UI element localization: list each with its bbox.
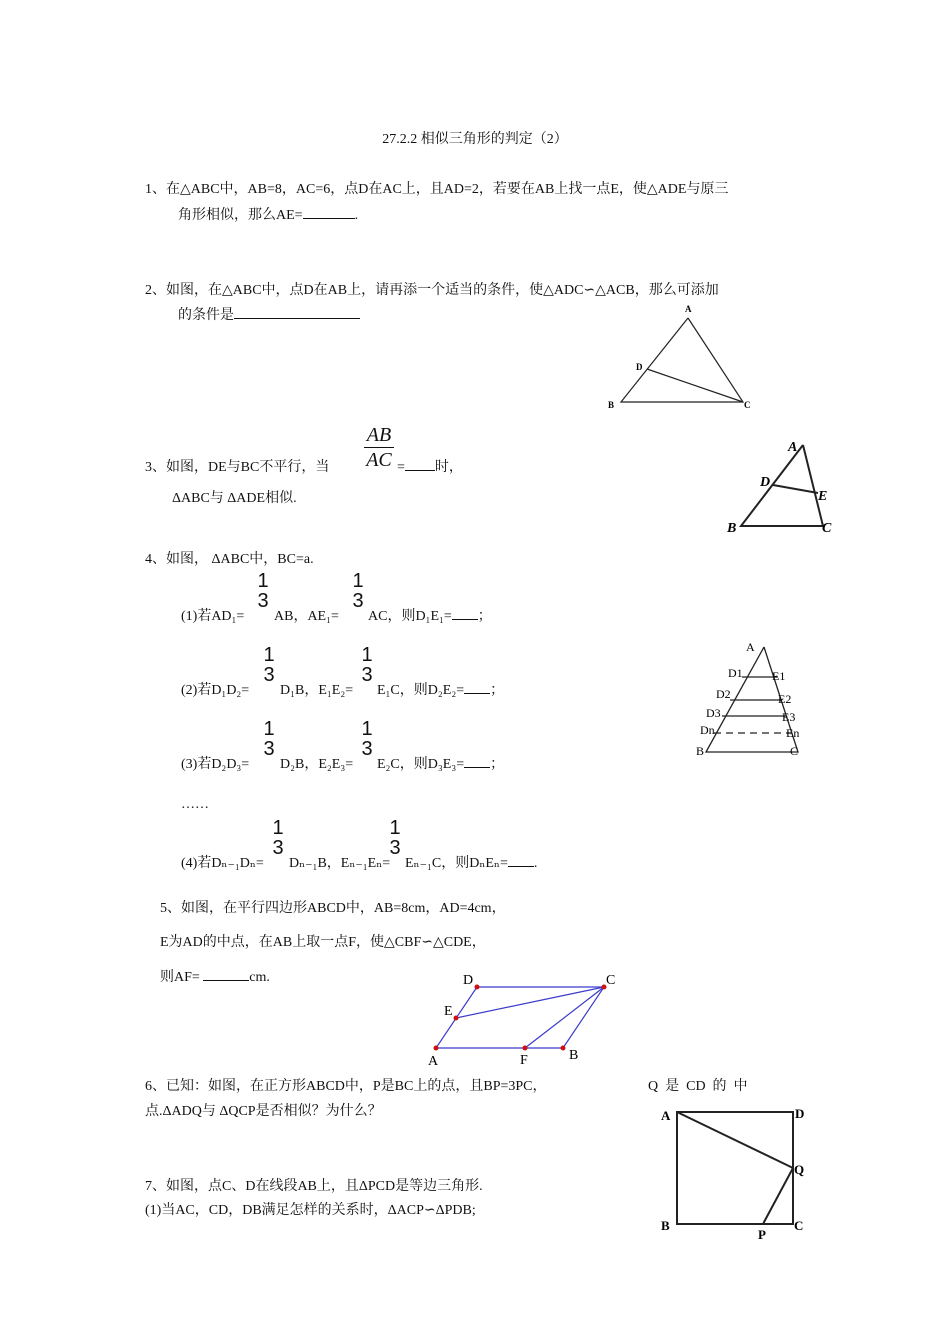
q4-label-d1: D1 <box>728 666 743 680</box>
q6-label-b: B <box>661 1218 670 1233</box>
q4-p4-frac1 <box>269 818 287 858</box>
q4-p2-frac1-den: 3 <box>263 664 275 686</box>
q4-p4-a: (4)若Dₙ₋₁Dₙ= <box>181 856 264 871</box>
q4-p3-frac1 <box>260 719 278 759</box>
q5-parallelogram-figure <box>420 965 630 1070</box>
q4-label-e3: E3 <box>782 710 796 724</box>
q6-line2: 点.ΔADQ与 ΔQCP是否相似？为什么？ <box>145 1104 382 1119</box>
q4-ellipsis: …… <box>181 797 209 812</box>
q3-line1-end: 时， <box>434 460 463 475</box>
q4-p1-blank[interactable] <box>452 619 478 620</box>
q2-label-b: B <box>608 400 615 410</box>
q4-p2-frac2-den: 3 <box>361 664 373 686</box>
q4-p2-frac2-num: 1 <box>361 644 373 666</box>
q4-p4-frac2-den: 3 <box>389 837 401 859</box>
q4-p4-frac2-num: 1 <box>389 817 401 839</box>
q4-p3-blank[interactable] <box>464 767 490 768</box>
q2-triangle-figure <box>600 300 760 415</box>
q6-label-q: Q <box>794 1162 805 1177</box>
q4-p2-c <box>377 679 504 699</box>
q2-line2 <box>178 304 360 324</box>
q4-label-e2: E2 <box>778 692 792 706</box>
q4-p1-frac1-den: 3 <box>257 590 269 612</box>
q4-intro: 4、如图， ΔABC中，BC=a. <box>145 552 314 567</box>
q3-fraction <box>364 425 394 470</box>
q4-p2-frac1 <box>260 645 278 685</box>
q4-p4-c-text: Eₙ₋₁C，则DₙEₙ= <box>405 856 508 871</box>
q4-p2-a: (2)若D₁D₂= <box>181 683 250 698</box>
q4-p3-frac2-den: 3 <box>361 738 373 760</box>
q5-label-b: B <box>569 1048 579 1063</box>
q6-line1: 6、已知：如图，在正方形ABCD中，P是BC上的点，且BP=3PC， <box>145 1079 547 1094</box>
q3-line1-post <box>397 456 463 476</box>
q3-equals: = <box>397 460 405 475</box>
q4-p3-c-text: E₂C，则D₃E₃= <box>377 757 465 772</box>
q4-p3-frac1-den: 3 <box>263 738 275 760</box>
q2-line1: 2、如图，在△ABC中，点D在AB上，请再添一个适当的条件，使△ADC∽△ACB，那么可添加 <box>145 283 719 298</box>
q5-answer-blank[interactable] <box>203 980 249 981</box>
q4-p1-frac1-num: 1 <box>257 570 269 592</box>
q6-square-figure <box>655 1100 815 1245</box>
q6-label-a: A <box>661 1108 671 1123</box>
q5-line3 <box>160 966 270 986</box>
q2-line2-text: 的条件是 <box>178 308 234 323</box>
q4-p1-frac2-num: 1 <box>352 570 364 592</box>
q4-p1-frac1 <box>254 571 272 611</box>
q3-frac-num: AB <box>366 424 392 446</box>
q4-p4-end: . <box>533 856 538 871</box>
q4-p4-frac1-den: 3 <box>272 837 284 859</box>
q4-label-a: A <box>746 640 755 654</box>
q4-p1-end: ； <box>477 609 492 624</box>
q3-label-d: D <box>760 475 771 490</box>
q5-label-e: E <box>444 1004 453 1019</box>
q4-p4-frac1-num: 1 <box>272 817 284 839</box>
q1-line2 <box>178 204 358 224</box>
q4-label-d3: D3 <box>706 706 721 720</box>
q4-label-d2: D2 <box>716 687 731 701</box>
q4-p1-frac2-den: 3 <box>352 590 364 612</box>
q1-line2-text: 角形相似，那么AE= <box>178 208 303 223</box>
q4-p4-b: Dₙ₋₁B，Eₙ₋₁Eₙ= <box>289 856 391 871</box>
q6-label-c: C <box>794 1218 804 1233</box>
q1-line2-end: . <box>354 208 359 223</box>
q5-line2: E为AD的中点，在AB上取一点F，使△CBF∽△CDE， <box>160 935 486 950</box>
q4-p3-c <box>377 753 504 773</box>
q7-line1: 7、如图，点C、D在线段AB上，且ΔPCD是等边三角形. <box>145 1179 483 1194</box>
q5-label-d: D <box>463 973 474 988</box>
q1-answer-blank[interactable] <box>303 218 355 219</box>
q3-line2: ΔABC与 ΔADE相似. <box>172 491 297 506</box>
q4-p2-b: D₁B，E₁E₂= <box>280 683 354 698</box>
q6-label-p: P <box>758 1227 766 1242</box>
q4-p2-frac1-num: 1 <box>263 644 275 666</box>
page-title: 27.2.2 相似三角形的判定（2） <box>382 132 568 147</box>
q4-label-e1: E1 <box>772 669 786 683</box>
q5-line3-post: cm. <box>249 970 270 985</box>
q4-p1-b: AB，AE₁= <box>274 609 339 624</box>
q2-label-d: D <box>636 362 643 372</box>
q7-line2: (1)当AC，CD，DB满足怎样的关系时，ΔACP∽ΔPDB; <box>145 1203 476 1218</box>
q4-p1-a: (1)若AD₁= <box>181 609 245 624</box>
q4-p1-frac2 <box>349 571 367 611</box>
q4-p3-b: D₂B，E₂E₃= <box>280 757 354 772</box>
q1-line1: 1、在△ABC中，AB=8，AC=6，点D在AC上，且AD=2，若要在AB上找一点E，使△ADE与原三 <box>145 182 729 197</box>
q4-p2-c-text: E₁C，则D₂E₂= <box>377 683 465 698</box>
q4-label-en: En <box>786 726 800 740</box>
q4-p4-frac2 <box>386 818 404 858</box>
q3-triangle-figure <box>720 435 845 540</box>
q4-label-c: C <box>790 744 799 758</box>
q5-line3-pre: 则AF= <box>160 970 204 985</box>
q4-p3-a: (3)若D₂D₃= <box>181 757 250 772</box>
q3-line1-pre: 3、如图，DE与BC不平行，当 <box>145 460 330 475</box>
q4-label-dn: Dn <box>700 723 715 737</box>
q2-label-c: C <box>744 400 751 410</box>
q3-label-b: B <box>727 521 737 536</box>
q5-label-f: F <box>520 1053 528 1068</box>
q4-p3-frac2 <box>358 719 376 759</box>
q4-p4-blank[interactable] <box>508 866 534 867</box>
q3-label-c: C <box>822 521 832 536</box>
q4-p2-end: ； <box>490 683 505 698</box>
q4-triangle-figure <box>692 637 822 762</box>
q5-label-a: A <box>428 1054 439 1069</box>
q3-label-a: A <box>788 440 798 455</box>
q3-answer-blank[interactable] <box>405 470 435 471</box>
q4-p2-blank[interactable] <box>464 693 490 694</box>
q6-label-d: D <box>795 1106 805 1121</box>
q3-label-e: E <box>818 489 828 504</box>
q5-label-c: C <box>606 973 616 988</box>
q4-p4-c <box>405 852 537 872</box>
q2-answer-blank[interactable] <box>234 318 360 319</box>
q4-label-b: B <box>696 744 705 758</box>
q4-p1-c <box>368 605 492 625</box>
q4-p1-c-text: AC，则D₁E₁= <box>368 609 452 624</box>
q4-p3-frac2-num: 1 <box>361 718 373 740</box>
q4-p3-frac1-num: 1 <box>263 718 275 740</box>
q4-p3-end: ； <box>490 757 505 772</box>
q2-label-a: A <box>685 304 692 314</box>
q3-frac-den: AC <box>366 449 392 471</box>
q6-line1-tail: Q 是 CD 的 中 <box>648 1079 748 1094</box>
q5-line1: 5、如图，在平行四边形ABCD中，AB=8cm，AD=4cm， <box>160 901 506 916</box>
q4-p2-frac2 <box>358 645 376 685</box>
